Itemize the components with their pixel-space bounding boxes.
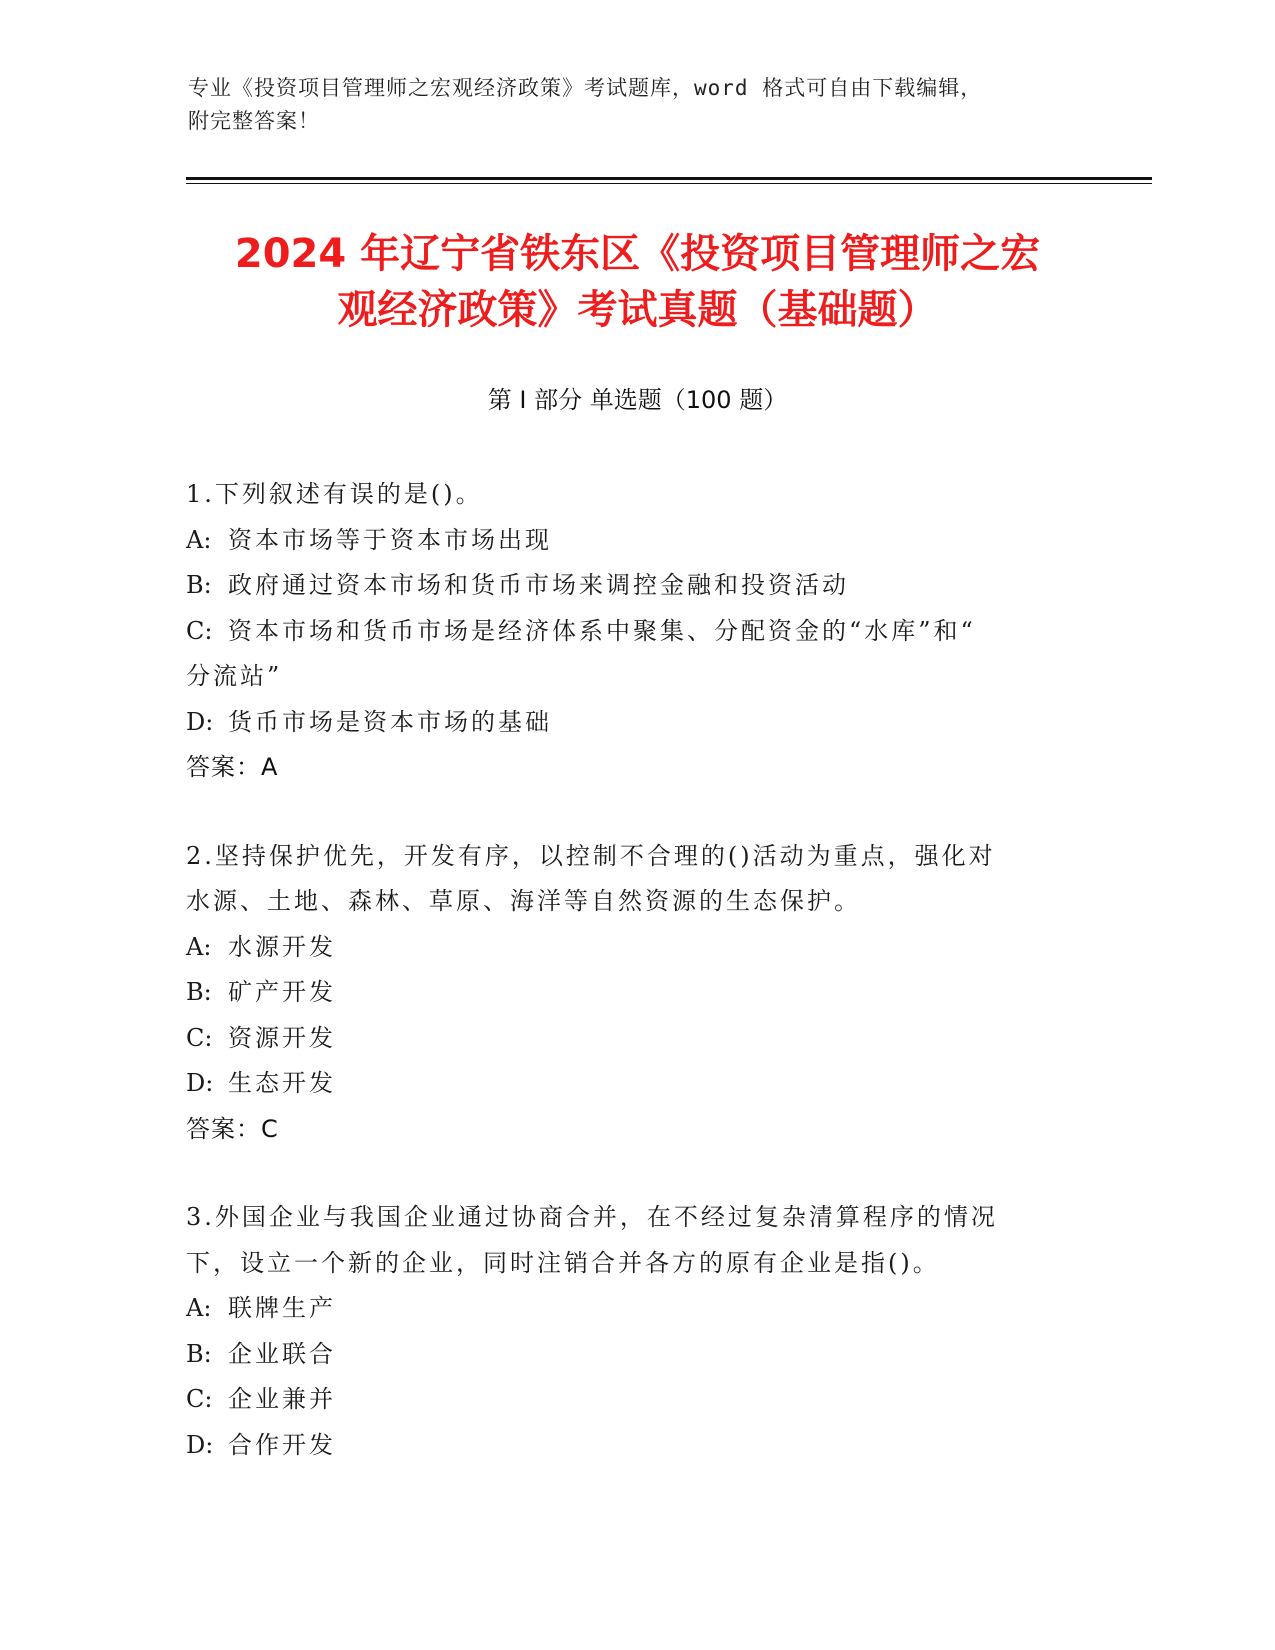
question-stem: 3.外国企业与我国企业通过协商合并，在不经过复杂清算程序的情况 [186, 1203, 998, 1231]
option-a [186, 1286, 1066, 1332]
option-c [186, 1377, 1066, 1423]
question-stem: 水源、土地、森林、草原、海洋等自然资源的生态保护。 [186, 887, 861, 915]
option-c [186, 609, 1066, 655]
document-title-line: 观经济政策》考试真题（基础题） [337, 287, 938, 333]
answer-line: 答案：C [186, 1114, 279, 1143]
header-note-line: 附完整答案！ [188, 109, 320, 133]
header-divider-thick [186, 177, 1152, 180]
option-c [186, 1016, 1066, 1062]
question-stem: 1.下列叙述有误的是()。 [186, 480, 483, 508]
option-text: 联牌生产 [228, 1294, 336, 1322]
option-d [186, 1423, 1066, 1469]
option-label: C: [186, 616, 213, 645]
question-1 [186, 472, 1066, 791]
option-label: D: [186, 1069, 214, 1097]
question-3 [186, 1195, 1066, 1468]
option-d [186, 1061, 1066, 1107]
question-stem: 下，设立一个新的企业，同时注销合并各方的原有企业是指()。 [186, 1248, 940, 1277]
option-c-continued: 分流站” [186, 662, 283, 690]
option-d [186, 700, 1066, 746]
option-text: 企业联合 [228, 1339, 336, 1368]
option-text: 合作开发 [228, 1430, 336, 1459]
option-text: 生态开发 [228, 1069, 336, 1097]
option-b [186, 563, 1066, 609]
question-stem: 2.坚持保护优先，开发有序，以控制不合理的()活动为重点，强化对 [186, 841, 996, 870]
option-text: 资源开发 [228, 1023, 336, 1052]
header-divider-thin [186, 183, 1152, 184]
option-text: 水源开发 [228, 932, 336, 961]
option-text: 货币市场是资本市场的基础 [228, 707, 552, 736]
option-text: 企业兼并 [228, 1385, 336, 1413]
option-label: B: [186, 571, 212, 599]
answer-line: 答案：A [186, 753, 279, 781]
option-text: 资本市场和货币市场是经济体系中聚集、分配资金的“水库”和“ [228, 616, 976, 645]
option-label: C: [186, 1385, 213, 1413]
header-note [188, 72, 1068, 138]
question-2 [186, 834, 1066, 1153]
option-text: 矿产开发 [228, 978, 336, 1006]
option-label: B: [186, 1339, 212, 1368]
header-note-line: 专业《投资项目管理师之宏观经济政策》考试题库，word 格式可自由下载编辑， [188, 76, 983, 100]
option-label: A: [186, 525, 212, 554]
question-list [186, 472, 1066, 1511]
option-label: A: [186, 932, 212, 961]
section-title: 第 I 部分 单选题（100 题） [487, 386, 788, 414]
option-b [186, 1332, 1066, 1378]
option-a [186, 518, 1066, 564]
option-a [186, 925, 1066, 971]
document-title-line: 2024 年辽宁省铁东区《投资项目管理师之宏 [234, 231, 1041, 277]
document-title [120, 226, 1155, 338]
option-label: D: [186, 1430, 214, 1459]
option-b [186, 970, 1066, 1016]
option-label: B: [186, 978, 212, 1006]
option-text: 资本市场等于资本市场出现 [228, 525, 552, 554]
option-text: 政府通过资本市场和货币市场来调控金融和投资活动 [228, 571, 849, 599]
option-label: C: [186, 1023, 213, 1052]
option-label: A: [186, 1294, 212, 1322]
option-label: D: [186, 707, 214, 736]
